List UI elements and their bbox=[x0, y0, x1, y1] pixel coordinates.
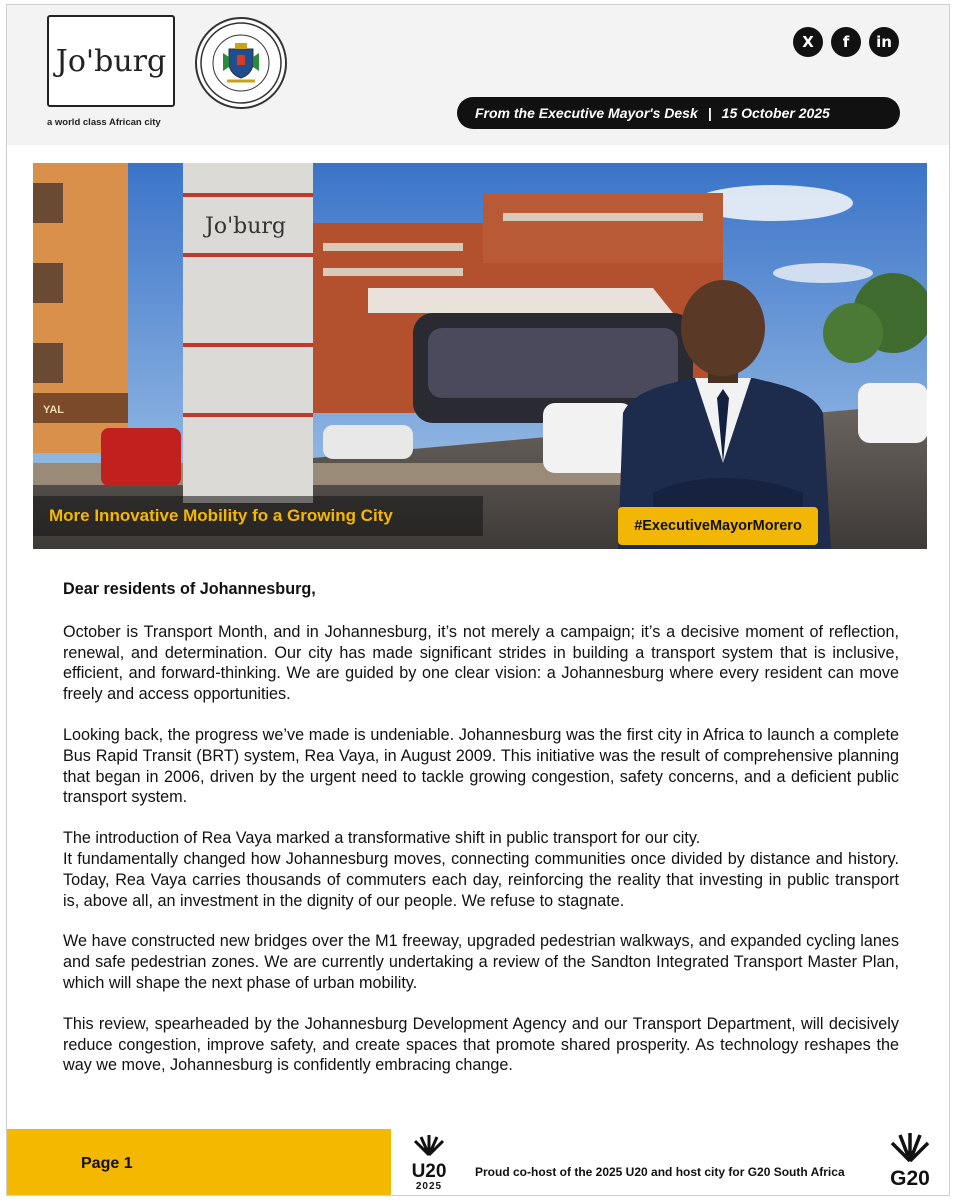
window bbox=[33, 263, 63, 303]
desk-separator: | bbox=[707, 105, 712, 121]
page-number: Page 1 bbox=[81, 1155, 133, 1172]
letter-body bbox=[63, 579, 899, 1096]
pylon-logo: Jo'burg bbox=[205, 214, 286, 239]
logo-tagline: a world class African city bbox=[47, 117, 161, 128]
newsletter-page bbox=[6, 4, 950, 1196]
paragraph: We have constructed new bridges over the M1 freeway, upgraded pedestrian walkways, and expanded cycling lanes and safe pedestrian zones. We are currently undertaking a review of the Sandton Integrated Transport Master Plan, which will shape the next phase of urban mobility. bbox=[63, 932, 899, 992]
station-canopy bbox=[368, 288, 673, 313]
red-car bbox=[101, 428, 181, 486]
mayor-head bbox=[681, 280, 765, 376]
paragraph-group bbox=[63, 828, 899, 911]
logo-text: Jo'burg bbox=[55, 43, 167, 79]
footer-yellow-band bbox=[7, 1129, 391, 1196]
white-car bbox=[323, 425, 413, 459]
desk-title: From the Executive Mayor's Desk bbox=[475, 105, 698, 121]
desk-date: 15 October 2025 bbox=[721, 105, 830, 121]
joburg-logo bbox=[47, 15, 175, 107]
cloud bbox=[773, 263, 873, 283]
pylon-stripe bbox=[183, 253, 313, 257]
balcony bbox=[323, 243, 463, 251]
pylon-stripe bbox=[183, 343, 313, 347]
cohost-text: Proud co-host of the 2025 U20 and host city for G20 South Africa bbox=[475, 1165, 845, 1179]
window bbox=[33, 343, 63, 383]
pylon-stripe bbox=[183, 413, 313, 417]
footer bbox=[7, 1129, 950, 1196]
hashtag-badge[interactable]: #ExecutiveMayorMorero bbox=[618, 507, 818, 545]
balcony bbox=[503, 213, 703, 221]
linkedin-icon[interactable]: in bbox=[869, 27, 899, 57]
g20-label: G20 bbox=[890, 1167, 930, 1190]
paragraph: October is Transport Month, and in Johannesburg, it’s not merely a campaign; it’s a decisive moment of reflection, renewal, and determination. Our city has made significant strides in building a transport system that is inclusive, efficient, and forward-thinking. We are guided by one clear vision: a Johannesburg where every resident can move freely and access opportunities. bbox=[63, 622, 899, 704]
facebook-icon[interactable]: f bbox=[831, 27, 861, 57]
paragraph: It fundamentally changed how Johannesburg moves, connecting communities once divided by distance and history. Today, Rea Vaya carries thousands of commuters each day, reinforcing the reality that investing in public transport is, above all, an investment in the dignity of our people. We refuse to stagnate. bbox=[63, 849, 899, 910]
x-icon[interactable]: X bbox=[793, 27, 823, 57]
sign-text: YAL bbox=[43, 404, 64, 416]
hero-caption: More Innovative Mobility fo a Growing City bbox=[33, 496, 483, 536]
protea-icon bbox=[888, 1133, 932, 1163]
paragraph-lead: The introduction of Rea Vaya marked a transformative shift in public transport for our city. bbox=[63, 829, 701, 848]
seal-emblem-icon bbox=[197, 19, 285, 107]
u20-label: U20 bbox=[411, 1161, 447, 1182]
white-car bbox=[543, 403, 633, 473]
hero-scene bbox=[33, 163, 927, 549]
paragraph: Looking back, the progress we’ve made is undeniable. Johannesburg was the first city in Africa to launch a complete Bus Rapid Transit (BRT) system, Rea Vaya, in August 2009. This initiative was the result of comprehensive planning that began in 2006, driven by the urgent need to tackle growing congestion, safety concerns, and a deficient public transport system. bbox=[63, 725, 899, 807]
header bbox=[7, 5, 950, 145]
mayors-desk-bar bbox=[457, 97, 900, 129]
balcony bbox=[323, 268, 463, 276]
u20-year: 2025 bbox=[415, 1181, 443, 1192]
salutation: Dear residents of Johannesburg, bbox=[63, 580, 316, 598]
executive-mayor-seal bbox=[195, 17, 287, 109]
white-car bbox=[858, 383, 927, 443]
tree bbox=[823, 303, 883, 363]
protea-icon bbox=[409, 1135, 449, 1157]
social-links bbox=[793, 27, 899, 57]
u20-logo bbox=[399, 1135, 459, 1195]
hero-image bbox=[33, 163, 927, 549]
pylon-stripe bbox=[183, 193, 313, 197]
station-window bbox=[428, 328, 678, 398]
g20-logo bbox=[883, 1133, 937, 1195]
window bbox=[33, 183, 63, 223]
upper-block bbox=[483, 193, 723, 263]
paragraph: This review, spearheaded by the Johannesburg Development Agency and our Transport Department, will decisively reduce congestion, improve safety, and create spaces that promote shared prosperity. As technology reshapes the way we move, Johannesburg is confidently embracing change. bbox=[63, 1014, 899, 1075]
